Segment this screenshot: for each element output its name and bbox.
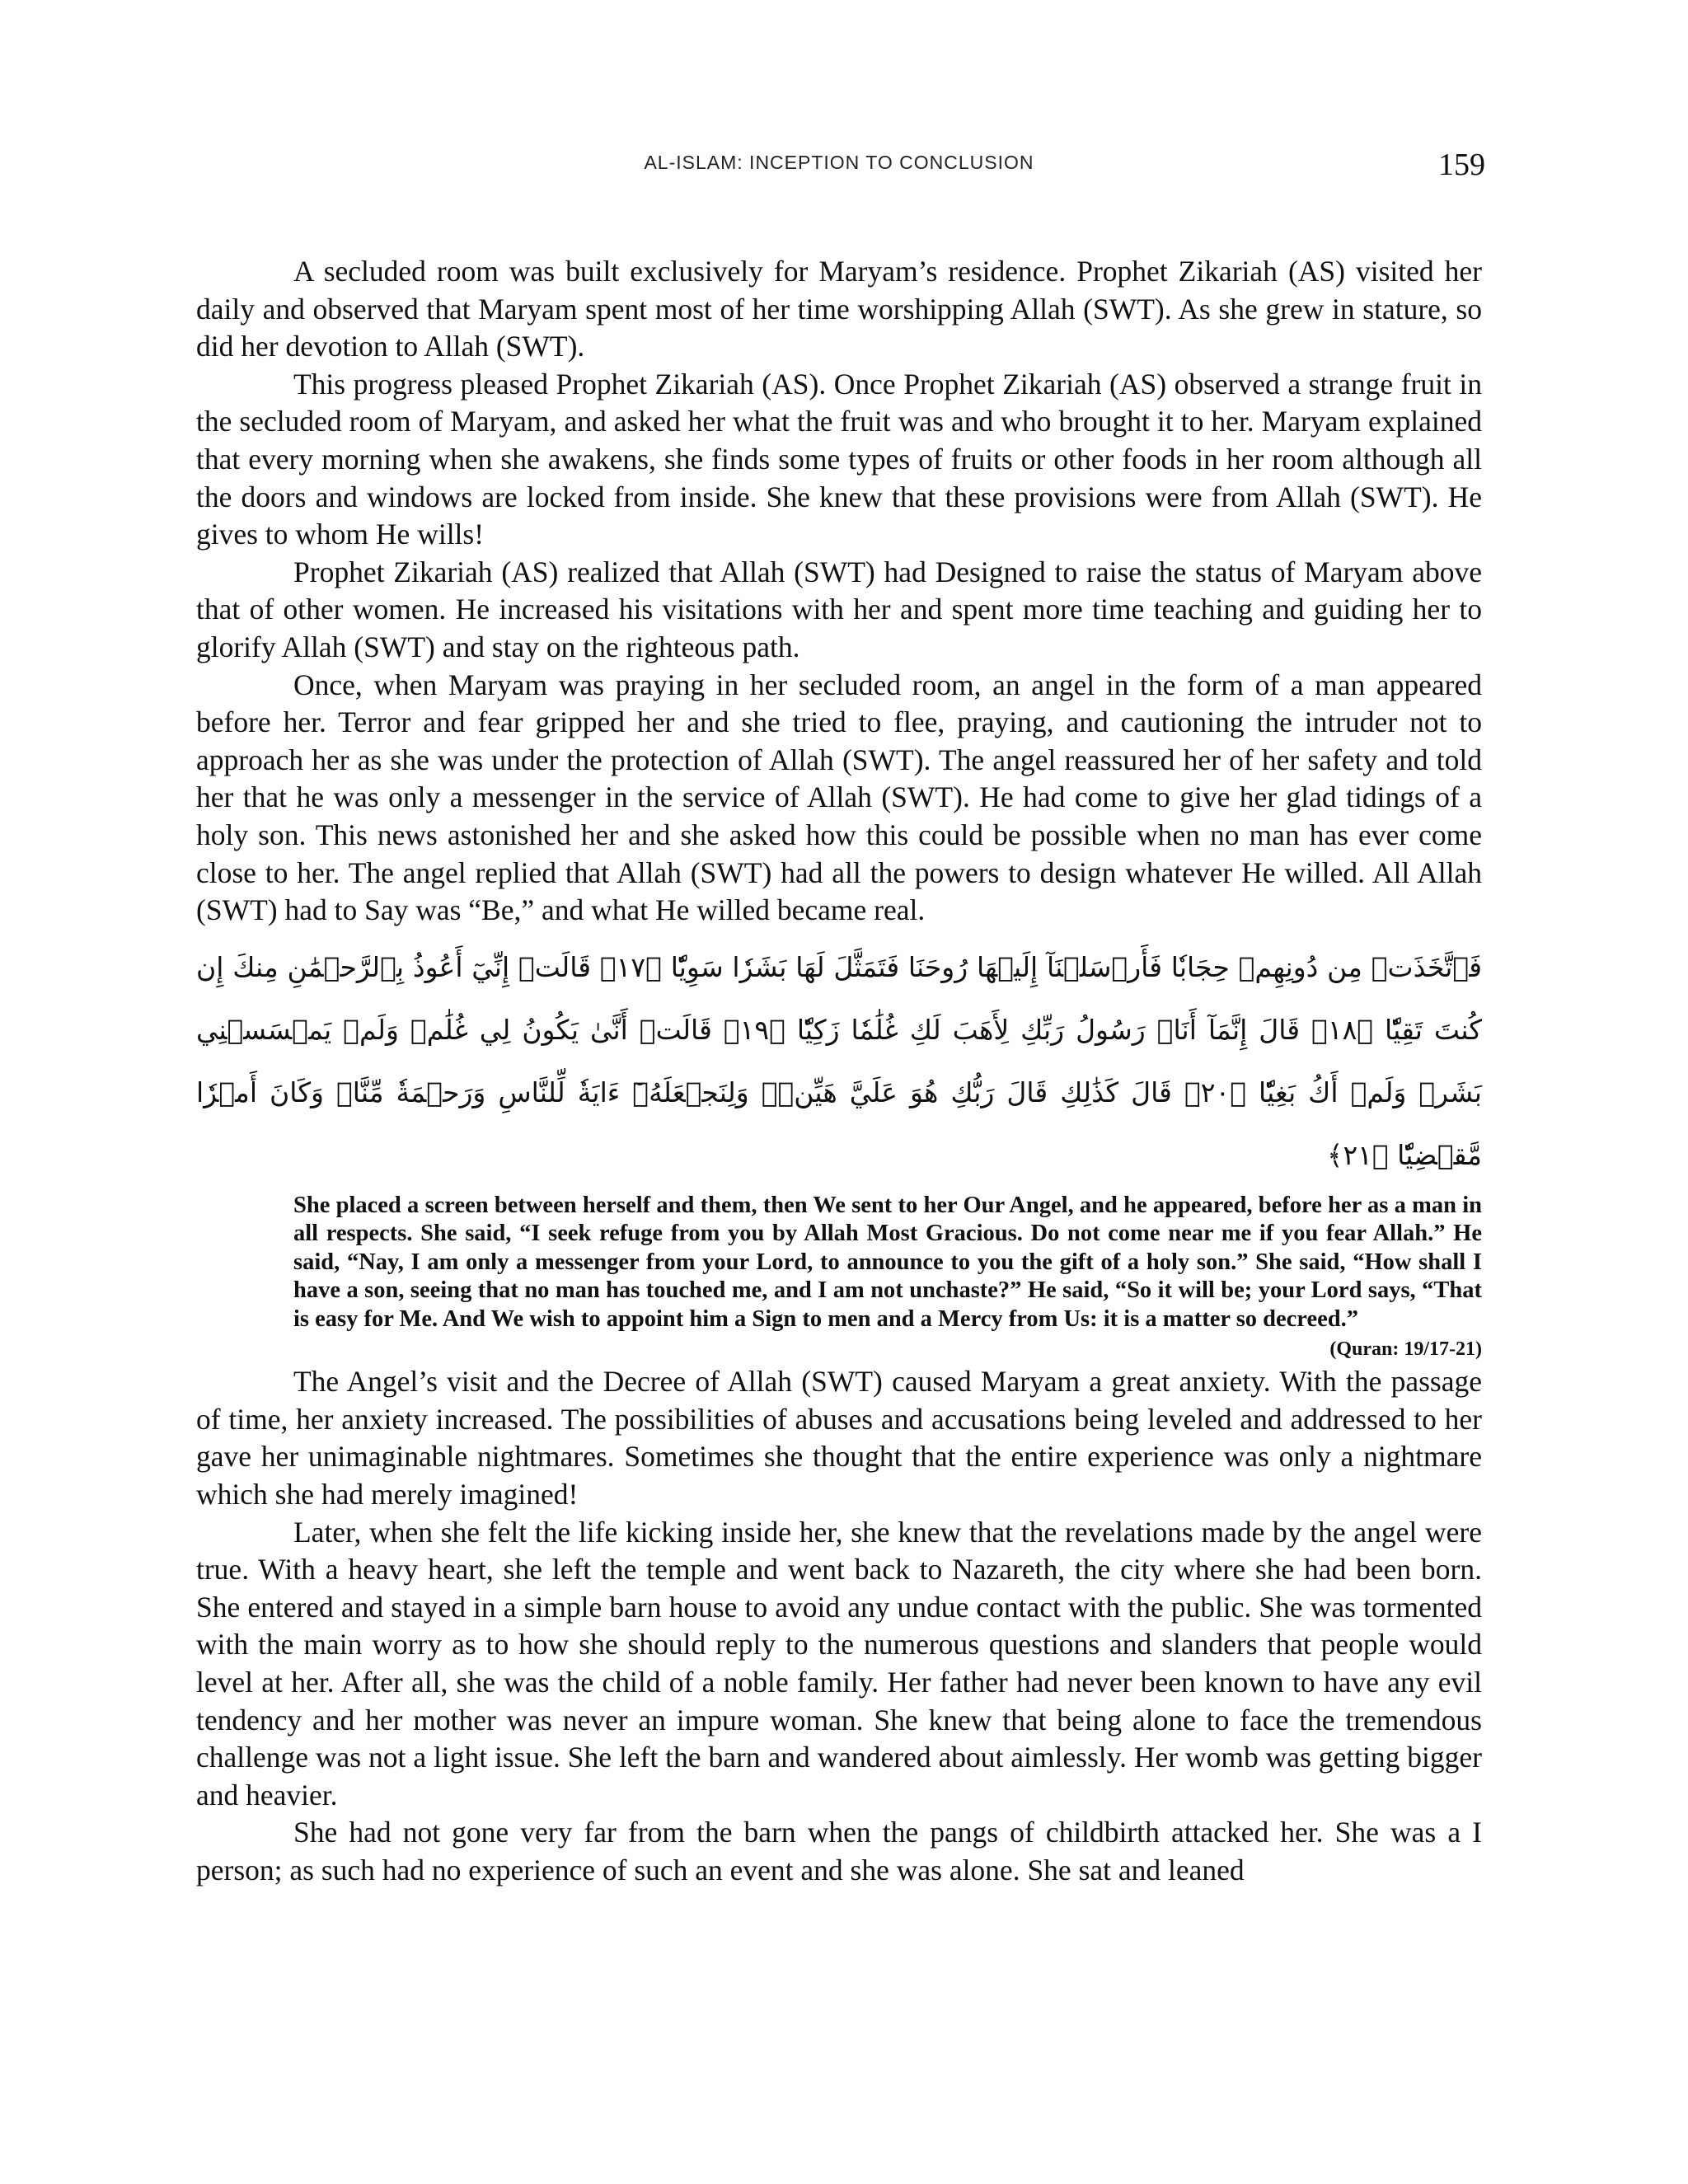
- paragraph: Prophet Zikariah (AS) realized that Allah (SWT) had Designed to raise the status of Maryam above that of other women. He increased his visitations with her and spent more time teaching and guiding her to glorify Allah (SWT) and stay on the righteous path.: [196, 555, 1482, 663]
- running-header: [196, 147, 1485, 196]
- page-number: 159: [1438, 148, 1485, 182]
- quran-arabic-verses: فَٱتَّخَذَتۡ مِن دُونِهِمۡ حِجَابٗا فَأَرۡسَلۡنَآ إِلَيۡهَا رُوحَنَا فَتَمَثَّلَ لَهَا بَشَرٗا سَوِيّٗا ﴿١٧﴾ قَالَتۡ إِنِّيٓ أَعُوذُ بِٱلرَّحۡمَٰنِ مِنكَ إِن كُنتَ تَقِيّٗا ﴿١٨﴾ قَالَ إِنَّمَآ أَنَا۠ رَسُولُ رَبِّكِ لِأَهَبَ لَكِ غُلَٰمٗا زَكِيّٗا ﴿١٩﴾ قَالَتۡ أَنَّىٰ يَكُونُ لِي غُلَٰمٞ وَلَمۡ يَمۡسَسۡنِي بَشَرٞ وَلَمۡ أَكُ بَغِيّٗا ﴿٢٠﴾ قَالَ كَذَٰلِكِ قَالَ رَبُّكِ هُوَ عَلَيَّ هَيِّنٞۖ وَلِنَجۡعَلَهُۥٓ ءَايَةٗ لِّلنَّاسِ وَرَحۡمَةٗ مِّنَّاۚ وَكَانَ أَمۡرٗا مَّقۡضِيّٗا ﴿٢١﴾: [196, 950, 1483, 1171]
- body-text: [196, 253, 1482, 1890]
- paragraph: A secluded room was built exclusively for Maryam’s residence. Prophet Zikariah (AS) visited her daily and observed that Maryam spent most of her time worshipping Allah (SWT). As she grew in stature, so did her devotion to Allah (SWT).: [196, 255, 1482, 363]
- paragraph: Once, when Maryam was praying in her secluded room, an angel in the form of a man appeared before her. Terror and fear gripped her and she tried to flee, praying, and cautioning the intruder not to approach her as she was under the protection of Allah (SWT). The angel reassured her of her safety and told her that he was only a messenger in the service of Allah (SWT). He had come to give her glad tidings of a holy son. This news astonished her and she asked how this could be possible when no man has ever come close to her. The angel replied that Allah (SWT) had all the powers to design whatever He willed. All Allah (SWT) had to Say was “Be,” and what He willed became real.: [196, 668, 1482, 927]
- running-title: AL-ISLAM: INCEPTION TO CONCLUSION: [644, 152, 1034, 173]
- paragraph: The Angel’s visit and the Decree of Allah (SWT) caused Maryam a great anxiety. With the passage of time, her anxiety increased. The possibilities of abuses and accusations being leveled and addressed to her gave her unimaginable nightmares. Sometimes she thought that the entire experience was only a nightmare which she had merely imagined!: [196, 1365, 1482, 1511]
- paragraph: She had not gone very far from the barn when the pangs of childbirth attacked her. She was a I person; as such had no experience of such an event and she was alone. She sat and leaned: [196, 1816, 1482, 1886]
- paragraph: Later, when she felt the life kicking inside her, she knew that the revelations made by the angel were true. With a heavy heart, she left the temple and went back to Nazareth, the city where she had been born. She entered and stayed in a simple barn house to avoid any undue contact with the public. She was tormented with the main worry as to how she should reply to the numerous questions and slanders that people would level at her. After all, she was the child of a noble family. Her father had never been known to have any evil tendency and her mother was never an impure woman. She knew that being alone to face the tremendous challenge was not a light issue. She left the barn and wandered about aimlessly. Her womb was getting bigger and heavier.: [196, 1515, 1482, 1811]
- quran-translation: She placed a screen between herself and them, then We sent to her Our Angel, and he appeared, before her as a man in all respects. She said, “I seek refuge from you by Allah Most Gracious. Do not come near me if you fear Allah.” He said, “Nay, I am only a messenger from your Lord, to announce to you the gift of a holy son.” She said, “How shall I have a son, seeing that no man has touched me, and I am not unchaste?” He said, “So it will be; your Lord says, “That is easy for Me. And We wish to appoint him a Sign to men and a Mercy from Us: it is a matter so decreed.”: [293, 1192, 1482, 1332]
- paragraph: This progress pleased Prophet Zikariah (AS). Once Prophet Zikariah (AS) observed a strange fruit in the secluded room of Maryam, and asked her what the fruit was and who brought it to her. Maryam explained that every morning when she awakens, she finds some types of fruits or other foods in her room although all the doors and windows are locked from inside. She knew that these provisions were from Allah (SWT). He gives to whom He wills!: [196, 367, 1482, 551]
- quran-citation: (Quran: 19/17-21): [1329, 1338, 1482, 1361]
